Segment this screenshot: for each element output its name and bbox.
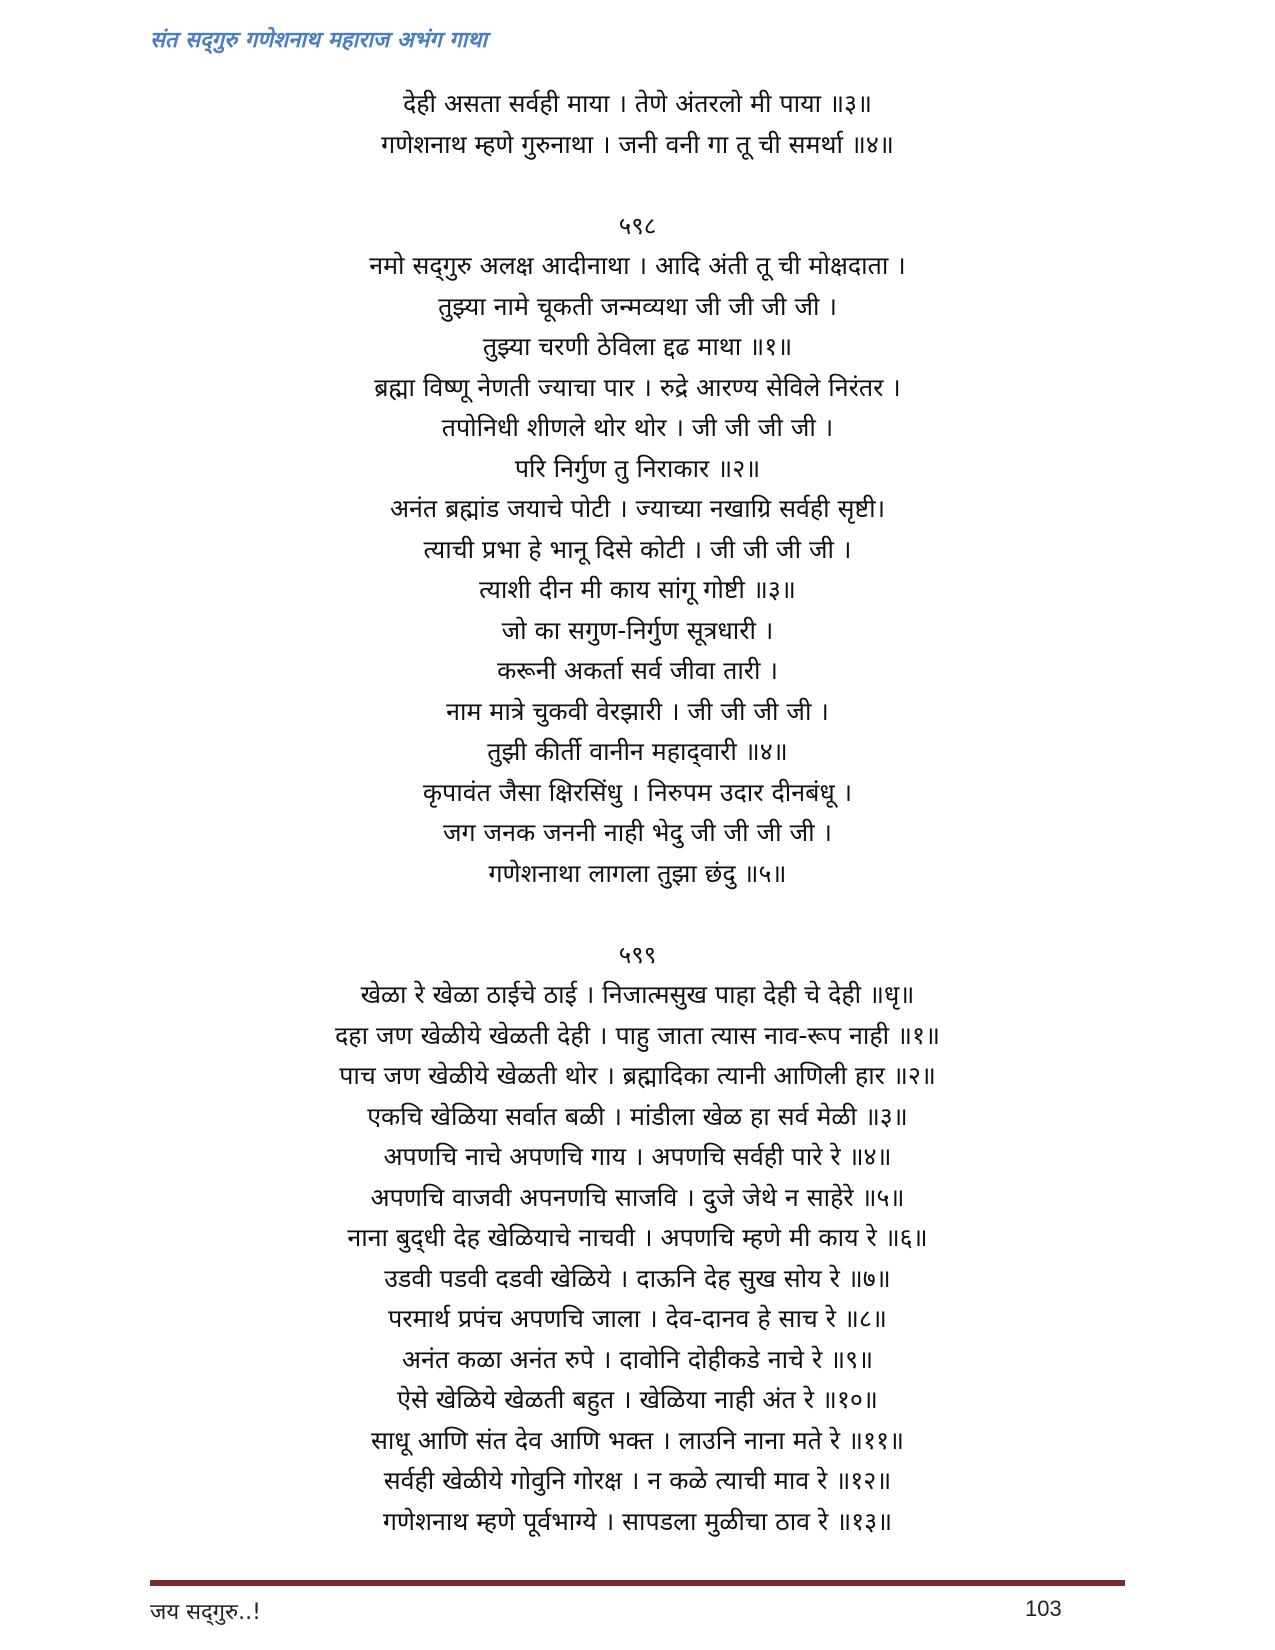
verse-line: पाच जण खेळीये खेळती थोर । ब्रह्मादिका त्यानी आणिली हार ॥२॥	[339, 1061, 936, 1090]
verse-line: साधू आणि संत देव आणि भक्त । लाउनि नाना मते रे ॥११॥	[371, 1425, 904, 1455]
verse-line: जग जनक जननी नाही भेदु जी जी जी जी ।	[442, 818, 833, 847]
page-header-title: संत सद्‌गुरु गणेशनाथ महाराज अभंग गाथा	[150, 28, 488, 53]
verse-line: गणेशनाथ म्हणे पूर्वभाग्ये । सापडला मुळीचा ठाव रे ॥१३॥	[382, 1506, 893, 1536]
page-number: 103	[1025, 1596, 1062, 1621]
verse-line: सर्वही खेळीये गोवुनि गोरक्ष । न कळे त्याची माव रे ॥१२॥	[383, 1466, 892, 1495]
verse-block-top	[150, 84, 1125, 165]
verse-line: तुझ्या चरणी ठेविला द्दढ माथा ॥१॥	[482, 332, 793, 361]
verse-line: नमो सद्‌गुरु अलक्ष आदीनाथा । आदि अंती तू ची मोक्षदाता ।	[369, 251, 906, 280]
page-content	[150, 84, 1125, 1542]
verse-line: खेळा रे खेळा ठाईचे ठाई । निजात्मसुख पाहा देही चे देही ॥धृ॥	[360, 980, 915, 1009]
abhang-number: ५९८	[618, 211, 657, 240]
verse-line: त्याची प्रभा हे भानू दिसे कोटी । जी जी जी जी ।	[423, 534, 852, 564]
footer-rule	[150, 1580, 1125, 1586]
verse-line: उडवी पडवी दडवी खेळिये । दाऊनि देह सुख सोय रे ॥७॥	[384, 1263, 891, 1293]
verse-line: परि निर्गुण तु निराकार ॥२॥	[514, 453, 761, 483]
verse-line: जो का सगुण-निर्गुण सूत्रधारी ।	[501, 615, 774, 645]
verse-line: गणेशनाथ म्हणे गुरुनाथा । जनी वनी गा तू ची समर्था ॥४॥	[381, 129, 894, 159]
verse-line: ऐसे खेळिये खेळती बहुत । खेळिया नाही अंत रे ॥१०॥	[397, 1385, 878, 1414]
verse-line: गणेशनाथा लागला तुझा छंदु ॥५॥	[488, 858, 787, 888]
verse-line: अनंत ब्रह्मांड जयाचे पोटी । ज्याच्या नखाग्रि सर्वही सृष्टी।	[389, 494, 886, 523]
verse-line: अनंत कळा अनंत रुपे । दावोनि दोहीकडे नाचे रे ॥९॥	[401, 1344, 874, 1374]
verse-line: अपणचि वाजवी अपनणचि साजवि । दुजे जेथे न साहेरे ॥५॥	[370, 1182, 905, 1212]
verse-line: तुझी कीर्ती वानीन महाद्‌वारी ॥४॥	[487, 737, 788, 766]
verse-line: दहा जण खेळीये खेळती देही । पाहु जाता त्यास नाव-रूप नाही ॥१॥	[335, 1020, 940, 1050]
abhang-599	[150, 935, 1125, 1543]
verse-line: तपोनिधी शीणले थोर थोर । जी जी जी जी ।	[441, 413, 834, 442]
abhang-598	[150, 206, 1125, 895]
verse-line: देही असता सर्वही माया । तेणे अंतरलो मी पाया ॥३॥	[402, 89, 873, 118]
verse-line: नाना बुद्‌धी देह खेळियाचे नाचवी । अपणचि म्हणे मी काय रे ॥६॥	[347, 1223, 928, 1252]
footer-salutation: जय सद्‌गुरु..!	[150, 1600, 261, 1625]
verse-line: तुझ्या नामे चूकती जन्मव्यथा जी जी जी जी ।	[438, 291, 837, 321]
verse-line: नाम मात्रे चुकवी वेरझारी । जी जी जी जी ।	[446, 696, 829, 726]
verse-line: ब्रह्मा विष्णू नेणती ज्याचा पार । रुद्रे आरण्य सेविले निरंतर ।	[374, 372, 901, 402]
verse-line: त्याशी दीन मी काय सांगू गोष्टी ॥३॥	[479, 575, 796, 604]
verse-line: परमार्थ प्रपंच अपणचि जाला । देव-दानव हे साच रे ॥८॥	[388, 1304, 887, 1333]
abhang-number: ५९९	[618, 940, 657, 969]
verse-line: कृपावंत जैसा क्षिरसिंधु । निरुपम उदार दीनबंधू ।	[422, 777, 853, 807]
verse-line: एकचि खेळिया सर्वात बळी । मांडीला खेळ हा सर्व मेळी ॥३॥	[367, 1101, 908, 1131]
verse-line: करूनी अकर्ता सर्व जीवा तारी ।	[497, 656, 778, 685]
verse-line: अपणचि नाचे अपणचि गाय । अपणचि सर्वही पारे रे ॥४॥	[383, 1142, 892, 1171]
